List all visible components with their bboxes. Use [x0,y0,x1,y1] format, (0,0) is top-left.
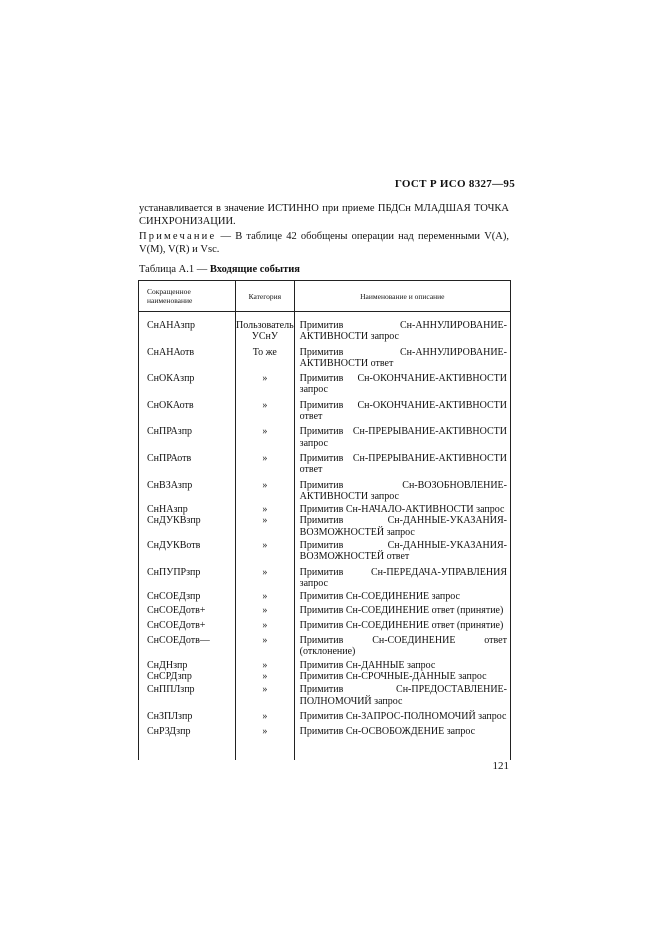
table-row [139,618,511,633]
cell-description: Примитив Сн-СОЕДИНЕНИЕ запрос [294,591,510,602]
table-row [139,660,511,671]
cell-category: » [236,515,295,538]
table-row [139,724,511,760]
cell-abbreviation: СнСОЕДотв+ [139,603,236,618]
cell-abbreviation: СнСОЕДотв+ [139,618,236,633]
cell-description: Примитив Сн-СОЕДИНЕНИЕ ответ (принятие) [294,603,510,618]
table-row [139,565,511,592]
note-label: Примечание [139,231,217,242]
table-row [139,671,511,682]
table-row [139,504,511,515]
cell-category: » [236,618,295,633]
cell-abbreviation: СнПУПРзпр [139,565,236,592]
incoming-events-table [138,280,511,760]
cell-description: Примитив Сн-ПРЕДОСТАВЛЕНИЕ-ПОЛНОМОЧИЙ запрос [294,682,510,709]
table-row [139,515,511,538]
cell-category: То же [236,345,295,372]
cell-description: Примитив Сн-СОЕДИНЕНИЕ ответ (принятие) [294,618,510,633]
cell-description: Примитив Сн-ОКОНЧАНИЕ-АКТИВНОСТИ ответ [294,398,510,425]
cell-abbreviation: СнЗПЛзпр [139,709,236,724]
cell-abbreviation: СнАНАзпр [139,312,236,345]
cell-abbreviation: СнВЗАзпр [139,478,236,505]
table-row [139,538,511,565]
cell-abbreviation: СнДУКВзпр [139,515,236,538]
table-row [139,478,511,505]
header-category: Категория [236,281,295,312]
cell-description: Примитив Сн-ПЕРЕДАЧА-УПРАВЛЕНИЯ запрос [294,565,510,592]
cell-description: Примитив Сн-СОЕДИНЕНИЕ ответ (отклонение) [294,633,510,660]
table-header-row [139,281,511,312]
cell-description: Примитив Сн-ЗАПРОС-ПОЛНОМОЧИЙ запрос [294,709,510,724]
cell-abbreviation: СнДУКВотв [139,538,236,565]
cell-description: Примитив Сн-АННУЛИРОВАНИЕ-АКТИВНОСТИ запрос [294,312,510,345]
table-row [139,345,511,372]
cell-category: » [236,451,295,478]
cell-category: Пользователь УСнУ [236,312,295,345]
cell-description: Примитив Сн-СРОЧНЫЕ-ДАННЫЕ запрос [294,671,510,682]
intro-paragraph: устанавливается в значение ИСТИННО при приеме ПБДСн МЛАДШАЯ ТОЧКА СИНХРОНИЗАЦИИ. [139,203,509,227]
cell-category: » [236,724,295,760]
cell-description: Примитив Сн-ПРЕРЫВАНИЕ-АКТИВНОСТИ ответ [294,451,510,478]
cell-abbreviation: СнСОЕДотв— [139,633,236,660]
cell-category: » [236,671,295,682]
cell-category: » [236,660,295,671]
table-row [139,591,511,602]
table-caption [139,264,300,275]
cell-category: » [236,398,295,425]
note-paragraph [139,230,509,256]
cell-abbreviation: СнНАзпр [139,504,236,515]
cell-description: Примитив Сн-ДАННЫЕ-УКАЗАНИЯ-ВОЗМОЖНОСТЕЙ ответ [294,538,510,565]
table-caption-title: Входящие события [209,264,300,275]
cell-abbreviation: СнППЛзпр [139,682,236,709]
cell-description: Примитив Сн-ДАННЫЕ-УКАЗАНИЯ-ВОЗМОЖНОСТЕЙ запрос [294,515,510,538]
table-row [139,451,511,478]
header-description: Наименование и описание [294,281,510,312]
table-row [139,312,511,345]
cell-abbreviation: СнРЗДзпр [139,724,236,760]
cell-category: » [236,682,295,709]
cell-abbreviation: СнСРДзпр [139,671,236,682]
cell-category: » [236,371,295,398]
table-row [139,682,511,709]
cell-category: » [236,633,295,660]
cell-category: » [236,538,295,565]
cell-description: Примитив Сн-ПРЕРЫВАНИЕ-АКТИВНОСТИ запрос [294,424,510,451]
note-text: — В таблице 42 обобщены операции над переменными V(A), V(M), V(R) и Vsc. [139,231,509,255]
header-abbreviation: Сокращенное наименование [139,281,236,312]
cell-description: Примитив Сн-ВОЗОБНОВЛЕНИЕ-АКТИВНОСТИ запрос [294,478,510,505]
cell-abbreviation: СнДНзпр [139,660,236,671]
cell-category: » [236,424,295,451]
page-number: 121 [492,760,509,772]
cell-abbreviation: СнСОЕДзпр [139,591,236,602]
table-row [139,424,511,451]
cell-abbreviation: СнАНАотв [139,345,236,372]
cell-description: Примитив Сн-ДАННЫЕ запрос [294,660,510,671]
cell-category: » [236,709,295,724]
cell-abbreviation: СнПРАотв [139,451,236,478]
cell-abbreviation: СнПРАзпр [139,424,236,451]
cell-abbreviation: СнОКАзпр [139,371,236,398]
table-row [139,709,511,724]
cell-description: Примитив Сн-ОСВОБОЖДЕНИЕ запрос [294,724,510,760]
table-row [139,603,511,618]
cell-category: » [236,591,295,602]
cell-category: » [236,504,295,515]
cell-category: » [236,565,295,592]
cell-description: Примитив Сн-ОКОНЧАНИЕ-АКТИВНОСТИ запрос [294,371,510,398]
cell-category: » [236,603,295,618]
document-code: ГОСТ Р ИСО 8327—95 [394,178,515,190]
cell-category: » [236,478,295,505]
table-row [139,398,511,425]
cell-abbreviation: СнОКАотв [139,398,236,425]
cell-description: Примитив Сн-АННУЛИРОВАНИЕ-АКТИВНОСТИ ответ [294,345,510,372]
cell-description: Примитив Сн-НАЧАЛО-АКТИВНОСТИ запрос [294,504,510,515]
table-caption-label: Таблица А.1 — [139,264,210,275]
table-row [139,633,511,660]
table-row [139,371,511,398]
